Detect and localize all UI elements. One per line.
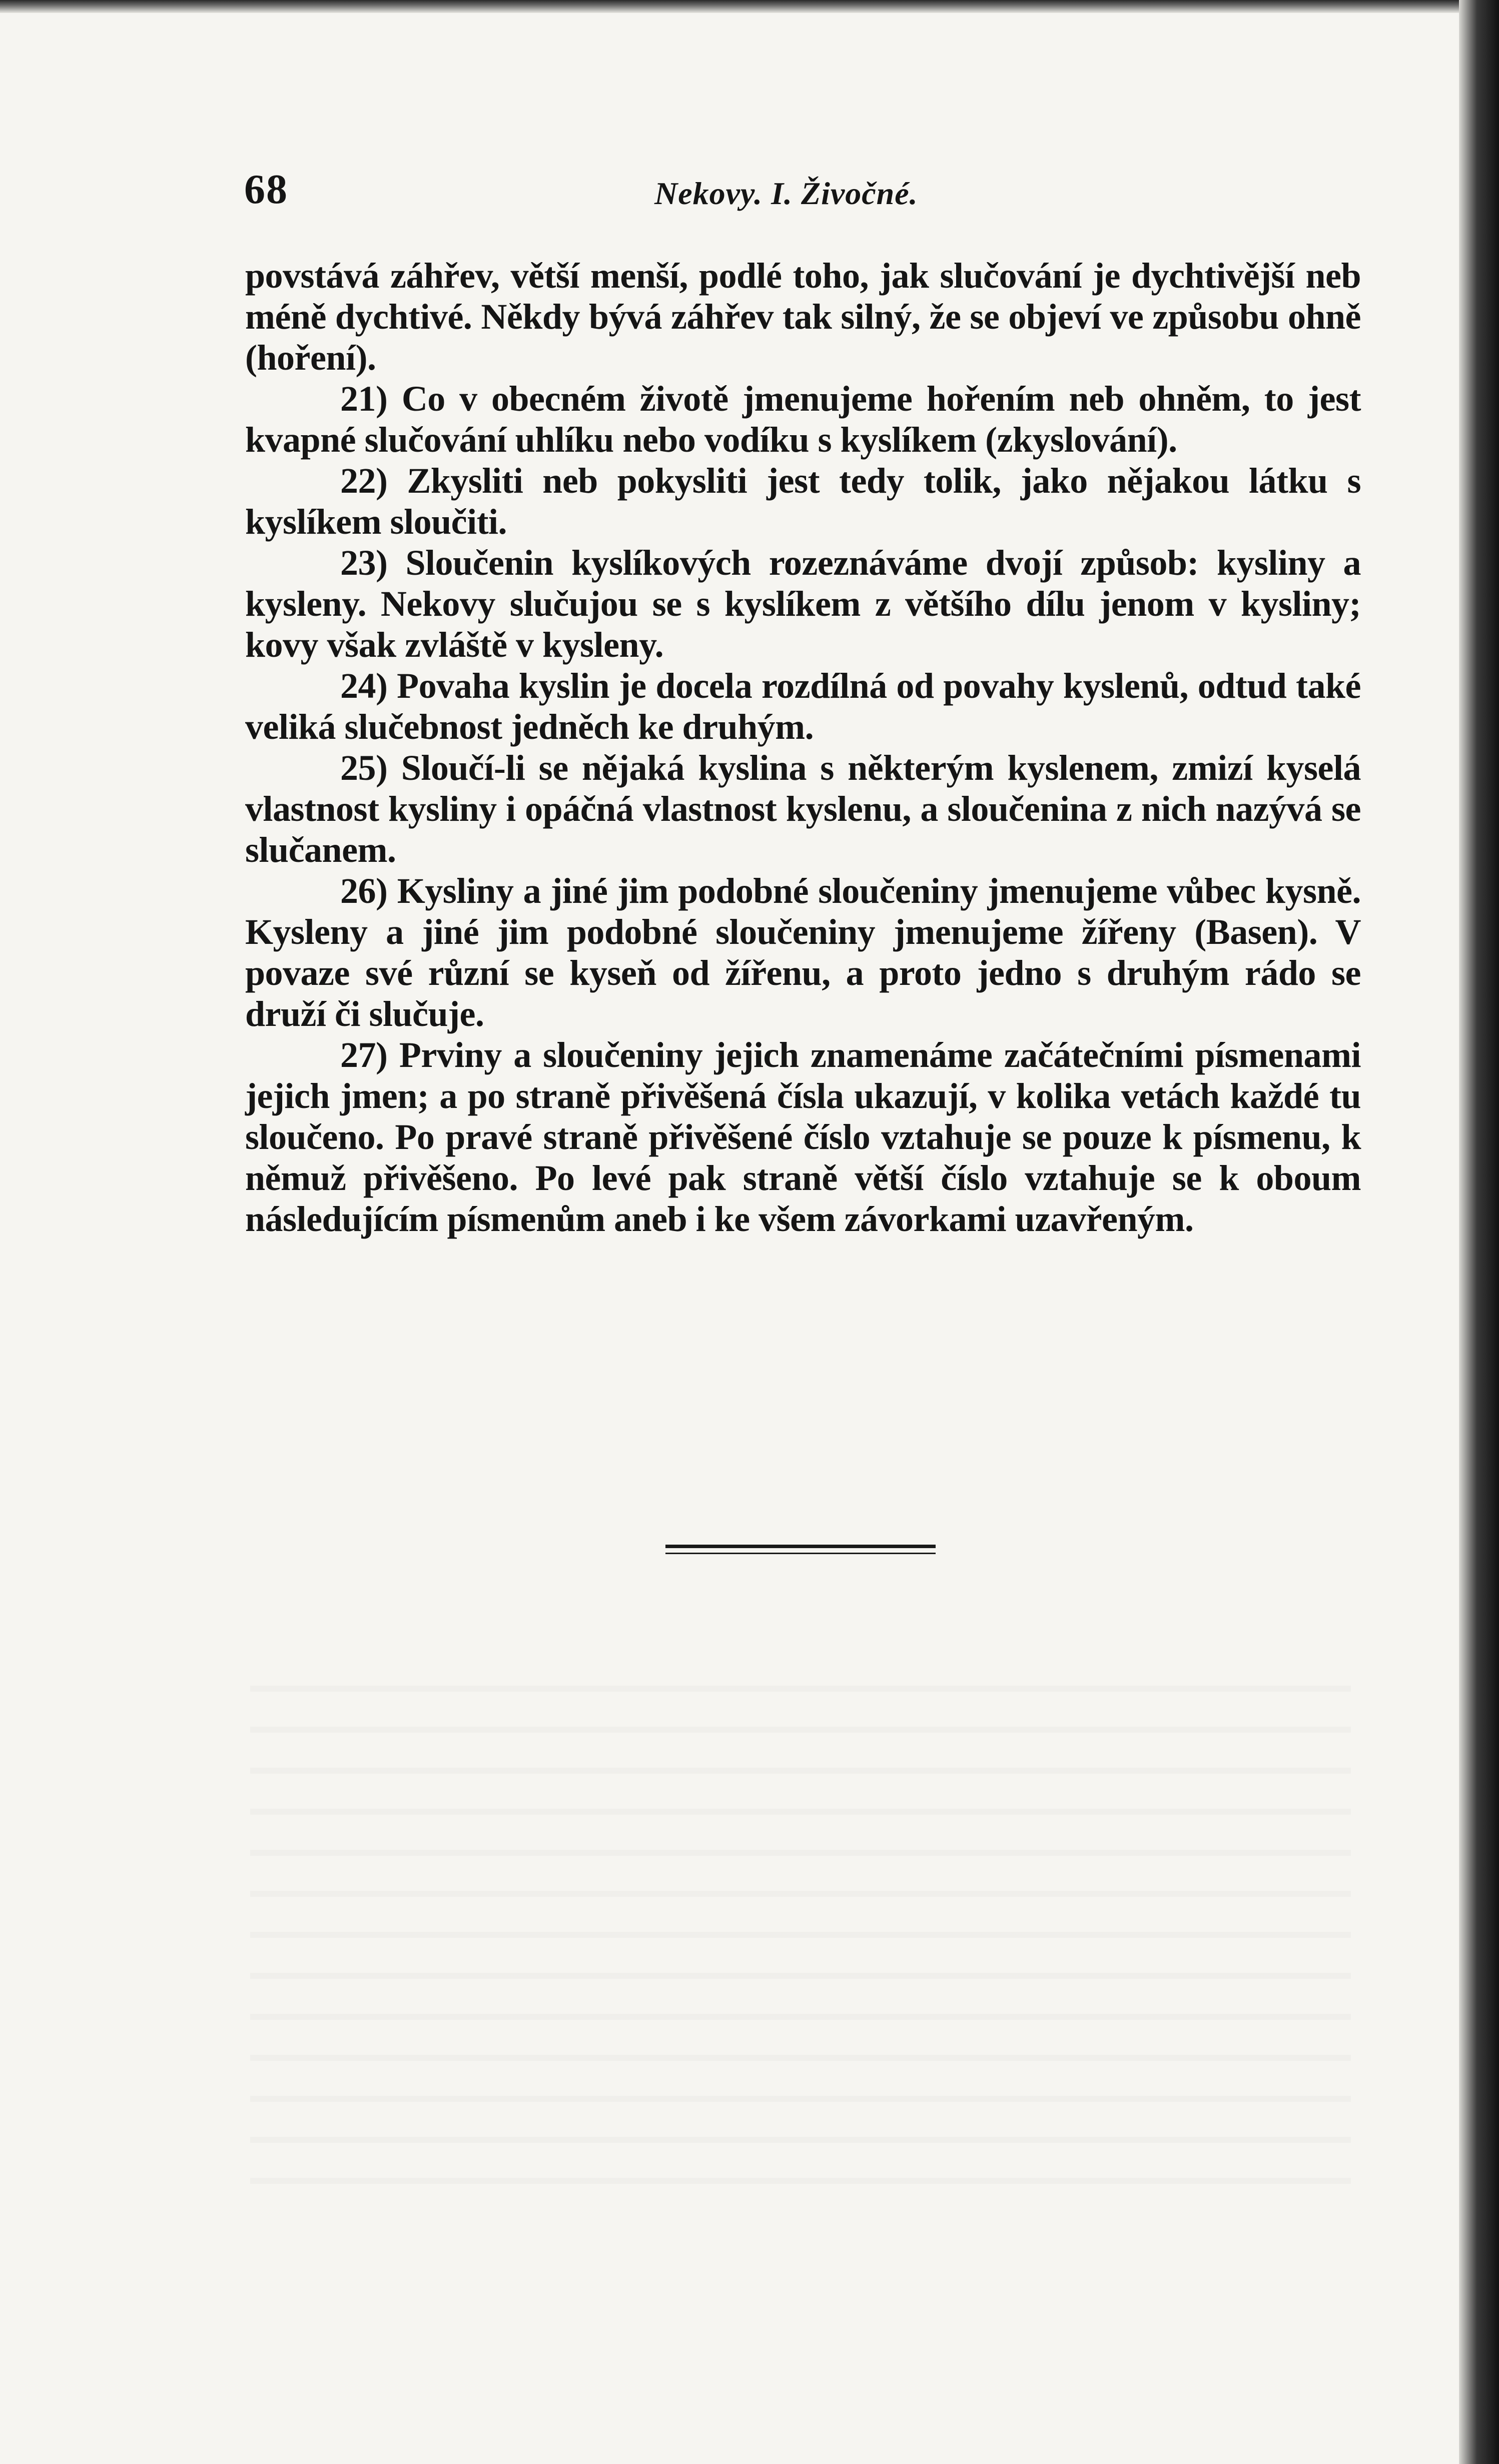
section-end-rule-thin xyxy=(665,1553,936,1554)
book-spine-edge xyxy=(1459,0,1499,2464)
paragraph-23: 23) Sloučenin kyslíkových rozeznáváme dvojí způsob: kysliny a kysleny. Nekovy slučujou se s kyslíkem z většího dílu jenom v kysliny; kovy však zvláště v kysleny. xyxy=(245,543,1361,665)
paragraph-22: 22) Zkysliti neb pokysliti jest tedy tolik, jako nějakou látku s kyslíkem sloučiti. xyxy=(245,461,1361,542)
paragraph-25: 25) Sloučí-li se nějaká kyslina s některým kyslenem, zmizí kyselá vlastnost kysliny i opáčná vlastnost kyslenu, a sloučenina z nich nazývá se slučanem. xyxy=(245,748,1361,870)
running-title: Nekovy. I. Živočné. xyxy=(654,176,918,211)
paragraph-24: 24) Povaha kyslin je docela rozdílná od povahy kyslenů, odtud také veliká slučebnost jedněch ke druhým. xyxy=(245,666,1361,747)
page-top-edge-shadow xyxy=(0,0,1499,13)
paragraph-21: 21) Co v obecném životě jmenujeme hořením neb ohněm, to jest kvapné slučování uhlíku nebo vodíku s kyslíkem (zkyslování). xyxy=(245,379,1361,460)
paragraph-26: 26) Kysliny a jiné jim podobné sloučeniny jmenujeme vůbec kysně. Kysleny a jiné jim podobné sloučeniny jmenujeme žířeny (Basen). V povaze své různí se kyseň od žířenu, a proto jedno s druhým rádo se druží či slučuje. xyxy=(245,871,1361,1034)
bleed-through-texture xyxy=(250,1651,1351,2201)
running-head xyxy=(244,165,1365,220)
section-end-rule-thick xyxy=(665,1545,936,1548)
paragraph-continuation: povstává záhřev, větší menší, podlé toho, jak slučování je dychtivější neb méně dychtivé. Někdy bývá záhřev tak silný, že se objeví ve způsobu ohně (hoření). xyxy=(245,256,1361,378)
paragraph-27: 27) Prviny a sloučeniny jejich znamenáme začátečními písmenami jejich jmen; a po straně přivěšená čísla ukazují, v kolika vetách každé tu sloučeno. Po pravé straně přivěšené číslo vztahuje se pouze k písmenu, k němuž přivěšeno. Po levé pak straně větší číslo vztahuje se k oboum následujícím písmenům aneb i ke všem závorkami uzavřeným. xyxy=(245,1035,1361,1239)
body-text xyxy=(245,255,1361,1240)
page-number: 68 xyxy=(244,166,288,213)
